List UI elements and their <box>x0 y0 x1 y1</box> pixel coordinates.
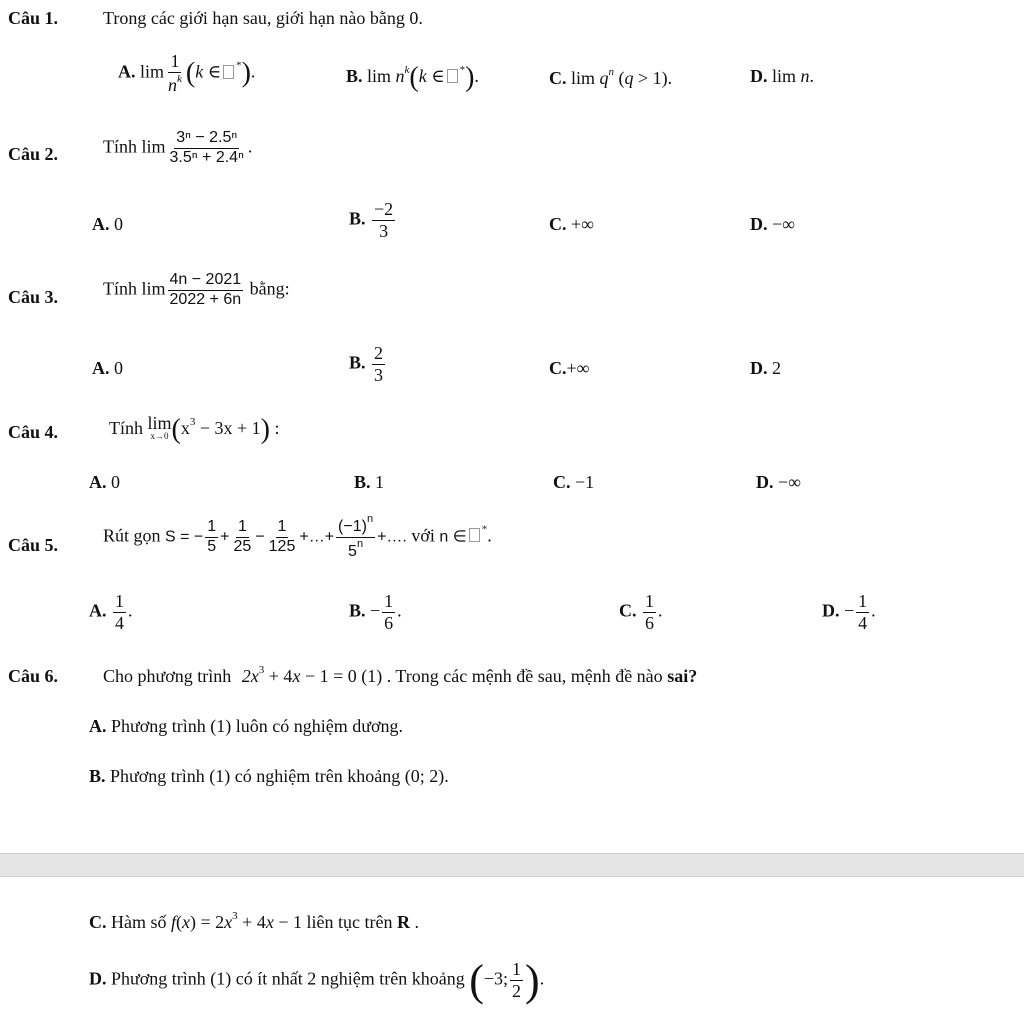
q3-option-a: A. 0 <box>92 358 123 378</box>
q6-option-b: B. Phương trình (1) có nghiệm trên khoảng (0; 2). <box>89 766 449 786</box>
page-divider <box>0 853 1024 877</box>
q1-option-b: B. $\lim n^k(k$ ∈ *). <box>346 62 479 93</box>
q1-text: Trong các giới hạn sau, giới hạn nào bằng 0. <box>103 8 423 28</box>
q4-option-b: B. 1 <box>354 472 385 492</box>
q4-option-a: A. 0 <box>89 472 120 492</box>
q3-question: Tính lim $\frac{4n - 2021}{2022 + 6n}$ bằng: <box>103 271 290 308</box>
q2-label: Câu 2. <box>8 144 59 164</box>
q1-option-d: D. lim n. <box>750 66 815 86</box>
q4-option-c: C. −1 <box>553 472 595 492</box>
q5-option-b: B. − $\frac{1}{6}$ . <box>349 591 402 633</box>
q2-option-c: C. +∞ <box>549 214 594 234</box>
q4-option-d: D. −∞ <box>756 472 801 492</box>
q2-question: Tính lim $\frac{\text{3ⁿ − 2.5ⁿ}}{\text{3.5ⁿ + 2.4ⁿ}}$ . <box>103 129 253 166</box>
q6-option-c: C. Hàm số $f(x) = 2x^3 + 4x - 1$ liên tục trên R . <box>89 910 419 932</box>
q6-label: Câu 6. <box>8 666 59 686</box>
q3-label: Câu 3. <box>8 287 59 307</box>
q5-option-d: D. − $\frac{1}{4}$ . <box>822 591 876 633</box>
q5-option-c: C. $\frac{1}{6}$ . <box>619 591 663 633</box>
q2-option-b: B. $\frac{-2}{3}$ <box>349 199 394 241</box>
q6-question: Cho phương trình $2x^3 + 4x - 1 = 0$ (1) . Trong các mệnh đề sau, mệnh đề nào sai? <box>103 664 698 686</box>
q1-option-a: A. lim $\frac{1}{n^k}$ (k ∈ *). <box>118 51 256 95</box>
q6-option-d: D. Phương trình (1) có ít nhất 2 nghiệm trên khoảng (−3; $\frac{1}{2}$ ). <box>89 956 545 1005</box>
q2-option-d: D. −∞ <box>750 214 795 234</box>
q5-question: Rút gọn S = − $\frac{1}{5}$ + $\frac{1}{25}$ − $\frac{1}{125}$ +…+ $\frac{(-1)^n}{5^n}$ +…. với n ∈ *. <box>103 513 492 560</box>
q5-label: Câu 5. <box>8 535 59 555</box>
q3-option-d: D. 2 <box>750 358 781 378</box>
q3-option-c: C.+∞ <box>549 358 590 378</box>
q6-option-a: A. Phương trình (1) luôn có nghiệm dương. <box>89 716 404 736</box>
q4-question: Tính lim x→0 $(x^3 - 3x + 1)$ : <box>109 413 280 445</box>
q1-label: Câu 1. <box>8 8 59 28</box>
q4-label: Câu 4. <box>8 422 59 442</box>
q1-option-c: C. $\lim q^n$ (q > 1). <box>549 66 673 88</box>
q3-option-b: B. $\frac{2}{3}$ <box>349 343 384 385</box>
q5-option-a: A. $\frac{1}{4}$ . <box>89 591 133 633</box>
q2-option-a: A. 0 <box>92 214 123 234</box>
